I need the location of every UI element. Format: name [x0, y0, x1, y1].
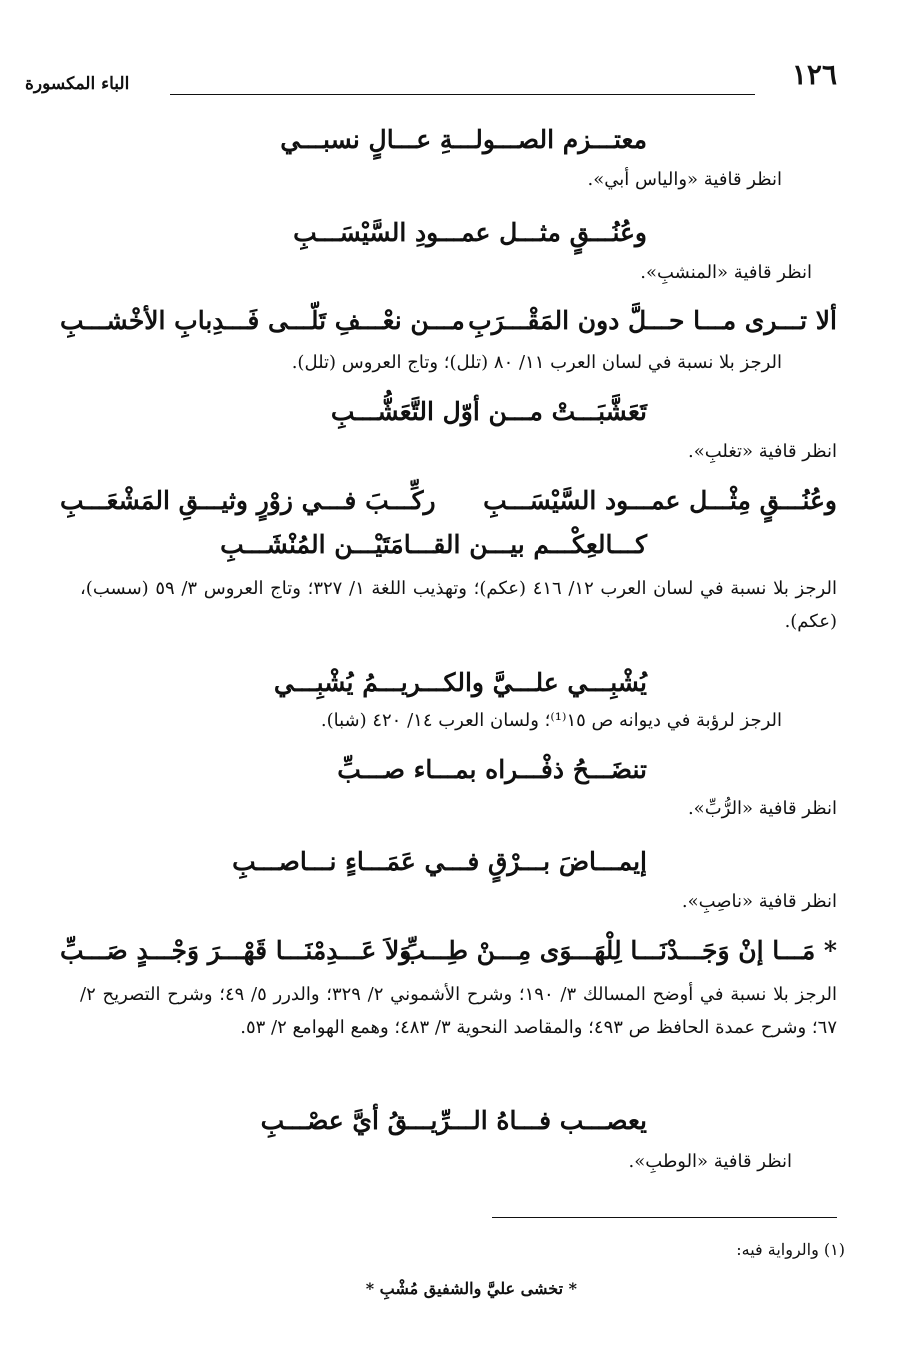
footnote-verse: * تخشى عليَّ والشفيق مُشْبِ *	[365, 1279, 577, 1298]
reference-3: الرجز بلا نسبة في لسان العرب ١١/ ٨٠ (تلل)؛ وتاج العروس (تلل).	[291, 352, 782, 373]
reference-6: الرجز لرؤبة في ديوانه ص ١٥⁽¹⁾؛ ولسان العرب ١٤/ ٤٢٠ (شبا).	[320, 710, 782, 731]
verse-5-hemistich-right: وعُنُـــقٍ مِثْـــل عمـــود السَّيْسَـــبِ	[483, 486, 837, 515]
reference-8: انظر قافية «ناصِبِ».	[681, 891, 837, 912]
verse-1: معتـــزم الصـــولـــةِ عـــالٍ نسبـــي	[280, 125, 647, 154]
verse-7: تنضَـــحُ ذفْـــراه بمـــاء صـــبِّ	[337, 755, 647, 784]
reference-2: انظر قافية «المنشبِ».	[640, 262, 812, 283]
verse-5-line-2: كـــالعِكْـــم بيـــن القـــامَتَيْـــن المُنْشَـــبِ	[220, 530, 647, 559]
footnote-text: (١) والرواية فيه:	[736, 1240, 845, 1259]
chapter-title: الباء المكسورة	[25, 74, 130, 94]
verse-8: إيمـــاضَ بـــرْقٍ فـــي عَمَـــاءٍ نـــاصـــبِ	[232, 847, 647, 876]
page-number: ١٢٦	[791, 58, 837, 91]
footnote-rule	[492, 1217, 837, 1218]
reference-5: الرجز بلا نسبة في لسان العرب ١٢/ ٤١٦ (عكم)؛ وتهذيب اللغة ١/ ٣٢٧؛ وتاج العروس ٣/ ٥٩ (سسب)، (عكم).	[80, 578, 837, 632]
verse-4: تَعَشَّبَـــتْ مـــن أوّل التَّعَشُّـــبِ	[330, 397, 647, 426]
reference-10: انظر قافية «الوطبِ».	[628, 1151, 792, 1172]
verse-3-hemistich-left: مـــن نعْـــفِ تَلّـــى فَـــدِبابِ الأخْشـــبِ	[60, 306, 465, 335]
reference-1: انظر قافية «والياس أبي».	[587, 169, 782, 190]
header-rule	[170, 94, 755, 95]
verse-3-hemistich-right: ألا تـــرى مـــا حـــلَّ دون المَقْـــرَبِ	[468, 306, 837, 335]
verse-9-hemistich-right: * مَـــا إنْ وَجَـــدْنَـــا لِلْهَـــوَى مِـــنْ طِـــبِّ	[401, 936, 837, 965]
verse-10: يعصـــب فـــاهُ الـــرِّيـــقُ أيَّ عصْـــبِ	[260, 1106, 647, 1135]
reference-7: انظر قافية «الرُّبِّ».	[687, 798, 837, 819]
reference-4: انظر قافية «تغلبِ».	[687, 441, 837, 462]
verse-6: يُشْبِـــي علـــيَّ والكـــريـــمُ يُشْبِـــي	[273, 668, 647, 697]
reference-9: الرجز بلا نسبة في أوضح المسالك ٣/ ١٩٠؛ وشرح الأشموني ٢/ ٣٢٩؛ والدرر ٥/ ٤٩؛ وشرح التصريح ٢/ ٦٧؛ وشرح عمدة الحافظ ص ٤٩٣؛ والمقاصد النحوية ٣/ ٤٨٣؛ وهمع الهوامع ٢/ ٥٣.	[80, 984, 837, 1038]
verse-5-hemistich-left: ركِّـــبَ فـــي زوْرٍ وثيـــقِ المَشْعَـــبِ	[60, 486, 436, 515]
verse-9-hemistich-left: وَلاَ عَـــدِمْنَـــا قَهْـــرَ وَجْـــدٍ صَـــبِّ	[60, 936, 412, 965]
verse-2: وعُنُـــقٍ مثـــل عمـــودِ السَّيْسَـــبِ	[293, 218, 647, 247]
